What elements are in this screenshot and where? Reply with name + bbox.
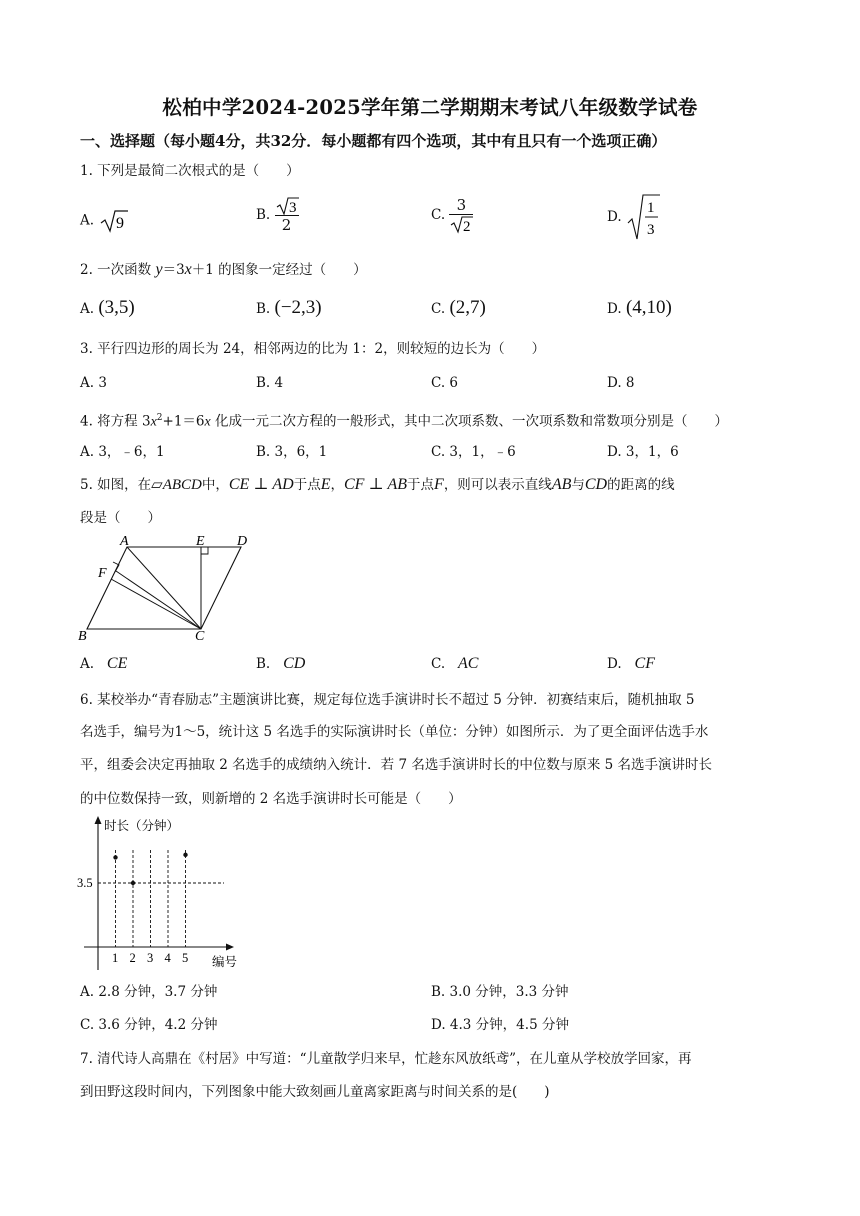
q3-option-b: B. 4 xyxy=(256,375,284,391)
question-5-stem-line2: 段是（ ） xyxy=(80,510,161,526)
q3-option-c: C. 6 xyxy=(431,375,459,391)
q6-option-d: D. 4.3 分钟，4.5 分钟 xyxy=(431,1017,569,1033)
point-coord: (−2,3) xyxy=(274,297,322,318)
label-d: D xyxy=(237,534,248,549)
page-title: 松柏中学2024-2025学年第二学期期末考试八年级数学试卷 xyxy=(162,96,698,119)
q4-option-c: C. 3，1，﹣6 xyxy=(431,444,516,460)
radicand: 3 xyxy=(288,200,297,215)
q5-option-d: D. CF xyxy=(607,655,655,672)
q2-option-a: A. (3,5) xyxy=(80,297,135,318)
x-tick-label: 1 xyxy=(112,951,119,965)
q2-option-b: B. (−2,3) xyxy=(256,297,322,318)
option-label: D. xyxy=(607,209,622,225)
question-6-line2: 名选手，编号为1～5，统计这 5 名选手的实际演讲时长（单位：分钟）如图所示．为了更全面评估选手水 xyxy=(80,724,709,740)
x-axis-label: 编号 xyxy=(212,955,238,969)
denominator: 3 xyxy=(646,222,655,238)
q6-option-a: A. 2.8 分钟，3.7 分钟 xyxy=(80,984,218,1000)
parallelogram-figure xyxy=(74,534,264,644)
sqrt-icon xyxy=(275,196,299,215)
fraction xyxy=(275,196,299,234)
q2-option-d: D. (4,10) xyxy=(607,297,672,318)
q4-option-b: B. 3，6，1 xyxy=(256,444,328,460)
question-6-line4: 的中位数保持一致，则新增的 2 名选手演讲时长可能是（ ） xyxy=(80,791,462,807)
question-3-stem: 3. 平行四边形的周长为 24，相邻两边的比为 1：2，则较短的边长为（ ） xyxy=(80,341,546,357)
option-label: B. xyxy=(256,207,271,223)
x-tick-label: 2 xyxy=(129,951,136,965)
label-a: A xyxy=(120,534,129,549)
label-c: C xyxy=(195,629,205,644)
sqrt-icon xyxy=(449,215,473,234)
data-point xyxy=(113,855,117,859)
q6-option-b: B. 3.0 分钟，3.3 分钟 xyxy=(431,984,569,1000)
numerator: 3 xyxy=(456,196,467,214)
sqrt-icon xyxy=(98,208,128,234)
q4-option-a: A. 3，﹣6，1 xyxy=(80,444,165,460)
q1-option-d xyxy=(607,193,660,241)
question-4-stem: 4. 将方程 $3x^2+1=6x$ 化成一元二次方程的一般形式，其中二次项系数、一次项系数和常数项分别是（ ） xyxy=(80,413,729,430)
denominator: 2 xyxy=(275,215,299,234)
question-1-stem: 1. 下列是最简二次根式的是（ ） xyxy=(80,163,300,179)
question-7-line2: 到田野这段时间内，下列图象中能大致刻画儿童离家距离与时间关系的是( ) xyxy=(80,1084,550,1100)
x-tick-label: 4 xyxy=(164,951,171,965)
q6-option-c: C. 3.6 分钟，4.2 分钟 xyxy=(80,1017,218,1033)
q5-option-a: A. CE xyxy=(80,655,128,672)
radicand: 2 xyxy=(463,219,471,234)
duration-chart xyxy=(74,814,250,974)
fraction xyxy=(449,196,473,234)
numerator: 1 xyxy=(646,200,655,216)
option-label: C. xyxy=(431,207,446,223)
point-coord: (4,10) xyxy=(625,297,672,318)
data-point xyxy=(183,853,187,857)
q5-option-c: C. AC xyxy=(431,655,479,672)
label-f: F xyxy=(98,566,107,581)
question-2-stem: 2. 一次函数 y＝3x＋1 的图象一定经过（ ） xyxy=(80,261,367,278)
data-point xyxy=(131,881,135,885)
q2-option-c: C. (2,7) xyxy=(431,297,486,318)
question-6-line3: 平，组委会决定再抽取 2 名选手的成绩纳入统计．若 7 名选手演讲时长的中位数与原来 5 名选手演讲时长 xyxy=(80,757,713,773)
x-tick-label: 5 xyxy=(182,951,189,965)
q3-option-a: A. 3 xyxy=(80,375,107,391)
q3-option-d: D. 8 xyxy=(607,375,635,391)
radicand: 9 xyxy=(116,215,125,232)
question-6-line1: 6. 某校举办“青春励志”主题演讲比赛，规定每位选手演讲时长不超过 5 分钟．初赛结束后，随机抽取 5 xyxy=(80,692,695,708)
q4-option-d: D. 3，1，6 xyxy=(607,444,679,460)
point-coord: (3,5) xyxy=(98,297,135,318)
sqrt-fraction-icon xyxy=(626,193,660,241)
label-e: E xyxy=(196,534,205,549)
q1-option-a xyxy=(80,208,128,234)
y-tick-label: 3.5 xyxy=(77,876,93,890)
label-b: B xyxy=(78,629,87,644)
question-7-line1: 7. 清代诗人高鼎在《村居》中写道：“儿童散学归来早，忙趁东风放纸鸢”，在儿童从学校放学回家，再 xyxy=(80,1051,692,1067)
q5-option-b: B. CD xyxy=(256,655,306,672)
q1-option-c xyxy=(431,196,473,234)
option-label: A. xyxy=(80,212,95,229)
point-coord: (2,7) xyxy=(449,297,486,318)
section-heading: 一、选择题（每小题4分，共32分．每小题都有四个选项，其中有且只有一个选项正确） xyxy=(80,132,667,150)
y-axis-label: 时长（分钟） xyxy=(104,819,180,833)
question-5-stem-line1: 5. 如图，在▱ABCD中，CE ⊥ AD于点E，CF ⊥ AB于点F，则可以表示直线AB与CD的距离的线 xyxy=(80,476,675,493)
x-tick-label: 3 xyxy=(147,951,154,965)
q1-option-b xyxy=(256,196,299,234)
